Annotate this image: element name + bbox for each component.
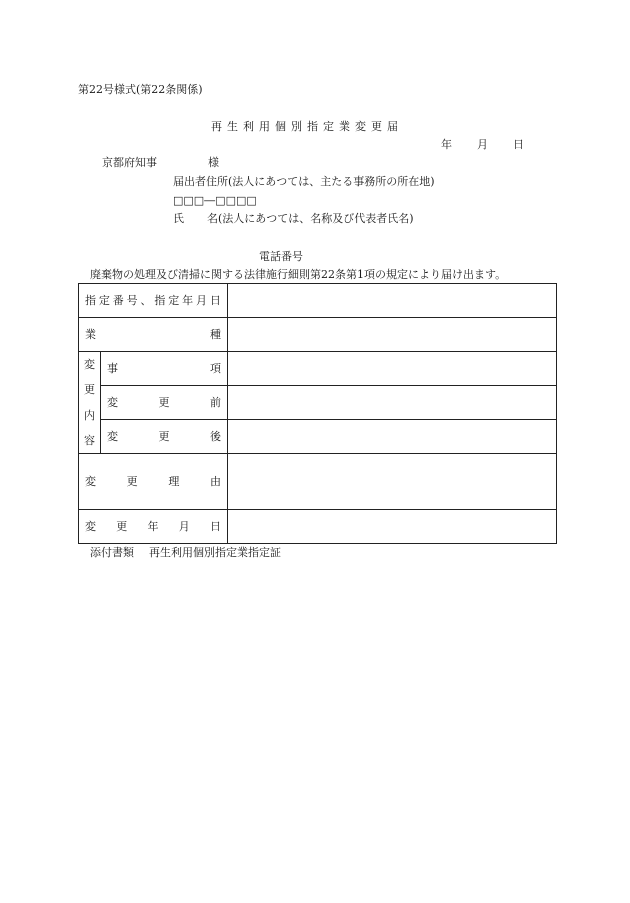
addressee: 京都府知事 <box>102 156 157 169</box>
statement-text: 廃棄物の処理及び清掃に関する法律施行細則第22条第1項の規定により届け出ます。 <box>90 268 507 281</box>
label-char: 変 <box>107 430 118 443</box>
after-change-label <box>101 420 228 454</box>
business-type-field[interactable] <box>228 318 557 352</box>
page-title: 再生利用個別指定業変更届 <box>211 120 403 133</box>
before-change-field[interactable] <box>228 386 557 420</box>
table-row <box>79 352 557 386</box>
change-date-label <box>79 510 228 544</box>
table-row <box>79 454 557 510</box>
label-char: 日 <box>210 520 221 533</box>
label-char: 変 <box>84 358 95 372</box>
label-char: 月 <box>196 294 207 307</box>
change-reason-label <box>79 454 228 510</box>
label-char: 更 <box>158 430 170 443</box>
date-year: 年 <box>441 138 452 151</box>
label-char: 前 <box>210 396 221 409</box>
change-item-field[interactable] <box>228 352 557 386</box>
change-form-table <box>78 283 557 544</box>
before-change-label <box>101 386 228 420</box>
postal-code-boxes: □□□―□□□□ <box>173 194 257 207</box>
label-char: 項 <box>210 362 221 375</box>
date-month: 月 <box>477 138 488 151</box>
label-char: 変 <box>85 475 96 488</box>
label-char: 由 <box>209 475 221 488</box>
label-char: 番 <box>112 294 124 307</box>
label-char: 業 <box>85 328 96 341</box>
label-char: 事 <box>107 362 118 375</box>
label-char: 指 <box>85 294 96 307</box>
addressee-suffix: 様 <box>208 156 219 169</box>
change-date-field[interactable] <box>228 510 557 544</box>
applicant-name-label-1: 氏 <box>173 212 184 225</box>
business-type-label <box>79 318 228 352</box>
change-content-group-label <box>79 352 101 454</box>
label-char: 更 <box>126 475 138 488</box>
after-change-field[interactable] <box>228 420 557 454</box>
designation-number-date-field[interactable] <box>228 284 557 318</box>
form-number: 第22号様式(第22条関係) <box>78 83 203 96</box>
label-char: 月 <box>178 520 190 533</box>
label-char: 変 <box>107 396 118 409</box>
label-char: 種 <box>210 328 221 341</box>
table-row <box>79 318 557 352</box>
label-char: 定 <box>168 294 180 307</box>
applicant-name-label-2: 名(法人にあつては、名称及び代表者氏名) <box>207 212 414 225</box>
designation-number-date-label <box>79 284 228 318</box>
label-char: 変 <box>85 520 96 533</box>
attachments-value: 再生利用個別指定業指定証 <box>149 546 281 559</box>
table-row <box>79 386 557 420</box>
label-char: 年 <box>147 520 159 533</box>
change-item-label <box>101 352 228 386</box>
label-char: 容 <box>84 433 95 447</box>
label-char: 日 <box>209 294 221 307</box>
table-row <box>79 284 557 318</box>
applicant-address-label: 届出者住所(法人にあつては、主たる事務所の所在地) <box>173 175 435 188</box>
label-char: 内 <box>84 408 95 422</box>
label-char: 後 <box>210 430 221 443</box>
label-char: 理 <box>168 475 180 488</box>
label-char: 号 <box>126 294 138 307</box>
table-row <box>79 420 557 454</box>
label-char: 更 <box>84 383 95 397</box>
label-char: 定 <box>98 294 110 307</box>
phone-label: 電話番号 <box>259 250 303 263</box>
label-char: 指 <box>154 294 166 307</box>
label-char: 更 <box>116 520 128 533</box>
label-char: 年 <box>182 294 194 307</box>
date-day: 日 <box>513 138 524 151</box>
label-char: 更 <box>158 396 170 409</box>
table-row <box>79 510 557 544</box>
attachments-label: 添付書類 <box>90 546 134 559</box>
change-reason-field[interactable] <box>228 454 557 510</box>
label-char: 、 <box>140 294 152 307</box>
